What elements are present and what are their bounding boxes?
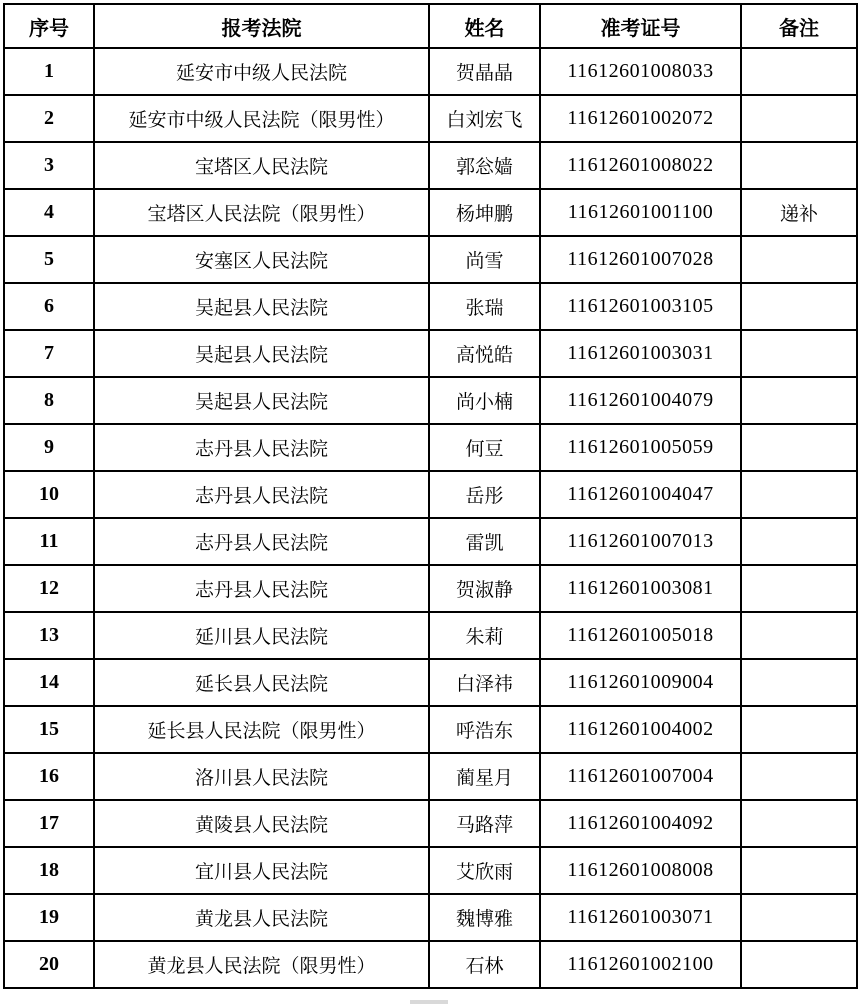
cell-no: 1 <box>4 48 94 95</box>
cell-ticket: 11612601002072 <box>540 95 741 142</box>
horizontal-scrollbar-thumb[interactable] <box>410 1000 448 1004</box>
header-cell-court: 报考法院 <box>94 4 429 48</box>
cell-note <box>741 753 857 800</box>
cell-ticket: 11612601004092 <box>540 800 741 847</box>
cell-name: 呼浩东 <box>429 706 540 753</box>
cell-no: 3 <box>4 142 94 189</box>
cell-court: 延安市中级人民法院 <box>94 48 429 95</box>
cell-note <box>741 565 857 612</box>
cell-ticket: 11612601007004 <box>540 753 741 800</box>
table-row <box>4 941 857 988</box>
table-row <box>4 612 857 659</box>
table-body <box>4 48 857 988</box>
table-row <box>4 800 857 847</box>
cell-no: 2 <box>4 95 94 142</box>
cell-name: 石林 <box>429 941 540 988</box>
cell-court: 延川县人民法院 <box>94 612 429 659</box>
cell-ticket: 11612601009004 <box>540 659 741 706</box>
cell-name: 贺淑静 <box>429 565 540 612</box>
cell-no: 19 <box>4 894 94 941</box>
table-row <box>4 753 857 800</box>
cell-ticket: 11612601005018 <box>540 612 741 659</box>
cell-court: 宝塔区人民法院 <box>94 142 429 189</box>
cell-court: 洛川县人民法院 <box>94 753 429 800</box>
cell-ticket: 11612601007028 <box>540 236 741 283</box>
header-cell-no: 序号 <box>4 4 94 48</box>
cell-no: 18 <box>4 847 94 894</box>
cell-ticket: 11612601007013 <box>540 518 741 565</box>
cell-no: 15 <box>4 706 94 753</box>
cell-note <box>741 95 857 142</box>
cell-court: 宜川县人民法院 <box>94 847 429 894</box>
table-row <box>4 377 857 424</box>
cell-note <box>741 612 857 659</box>
cell-name: 白泽祎 <box>429 659 540 706</box>
cell-name: 雷凯 <box>429 518 540 565</box>
cell-name: 尚雪 <box>429 236 540 283</box>
cell-no: 10 <box>4 471 94 518</box>
cell-note <box>741 48 857 95</box>
cell-court: 志丹县人民法院 <box>94 471 429 518</box>
cell-ticket: 11612601002100 <box>540 941 741 988</box>
cell-court: 吴起县人民法院 <box>94 377 429 424</box>
cell-name: 马路萍 <box>429 800 540 847</box>
cell-note <box>741 518 857 565</box>
cell-court: 安塞区人民法院 <box>94 236 429 283</box>
cell-name: 白刘宏飞 <box>429 95 540 142</box>
cell-name: 郭忩嫱 <box>429 142 540 189</box>
cell-note <box>741 424 857 471</box>
table-row <box>4 471 857 518</box>
cell-name: 何豆 <box>429 424 540 471</box>
cell-name: 艾欣雨 <box>429 847 540 894</box>
table-row <box>4 283 857 330</box>
cell-court: 黄龙县人民法院 <box>94 894 429 941</box>
cell-ticket: 11612601003105 <box>540 283 741 330</box>
cell-note <box>741 706 857 753</box>
cell-note <box>741 800 857 847</box>
cell-note <box>741 847 857 894</box>
cell-no: 7 <box>4 330 94 377</box>
table-row <box>4 565 857 612</box>
table-row <box>4 189 857 236</box>
cell-ticket: 11612601004079 <box>540 377 741 424</box>
header-cell-ticket: 准考证号 <box>540 4 741 48</box>
table-row <box>4 142 857 189</box>
cell-no: 9 <box>4 424 94 471</box>
table-row <box>4 847 857 894</box>
cell-note <box>741 142 857 189</box>
table-row <box>4 659 857 706</box>
table-row <box>4 330 857 377</box>
cell-no: 6 <box>4 283 94 330</box>
cell-note <box>741 236 857 283</box>
cell-court: 吴起县人民法院 <box>94 330 429 377</box>
cell-ticket: 11612601001100 <box>540 189 741 236</box>
cell-no: 12 <box>4 565 94 612</box>
table-row <box>4 48 857 95</box>
cell-court: 吴起县人民法院 <box>94 283 429 330</box>
cell-note: 递补 <box>741 189 857 236</box>
cell-name: 杨坤鹏 <box>429 189 540 236</box>
header-cell-name: 姓名 <box>429 4 540 48</box>
header-row <box>4 4 857 48</box>
cell-court: 宝塔区人民法院（限男性） <box>94 189 429 236</box>
cell-court: 延长县人民法院 <box>94 659 429 706</box>
cell-ticket: 11612601008008 <box>540 847 741 894</box>
cell-ticket: 11612601003071 <box>540 894 741 941</box>
cell-no: 20 <box>4 941 94 988</box>
cell-note <box>741 471 857 518</box>
cell-court: 延长县人民法院（限男性） <box>94 706 429 753</box>
cell-no: 8 <box>4 377 94 424</box>
cell-name: 尚小楠 <box>429 377 540 424</box>
table-row <box>4 424 857 471</box>
cell-no: 14 <box>4 659 94 706</box>
cell-name: 岳彤 <box>429 471 540 518</box>
cell-name: 蔺星月 <box>429 753 540 800</box>
cell-note <box>741 894 857 941</box>
cell-court: 志丹县人民法院 <box>94 424 429 471</box>
cell-name: 贺晶晶 <box>429 48 540 95</box>
cell-note <box>741 377 857 424</box>
cell-ticket: 11612601004047 <box>540 471 741 518</box>
table-row <box>4 518 857 565</box>
cell-name: 魏博雅 <box>429 894 540 941</box>
cell-ticket: 11612601004002 <box>540 706 741 753</box>
cell-note <box>741 659 857 706</box>
cell-name: 朱莉 <box>429 612 540 659</box>
cell-no: 16 <box>4 753 94 800</box>
header-cell-note: 备注 <box>741 4 857 48</box>
cell-ticket: 11612601003031 <box>540 330 741 377</box>
cell-ticket: 11612601008033 <box>540 48 741 95</box>
cell-no: 4 <box>4 189 94 236</box>
cell-court: 延安市中级人民法院（限男性） <box>94 95 429 142</box>
cell-no: 13 <box>4 612 94 659</box>
table-row <box>4 894 857 941</box>
cell-no: 5 <box>4 236 94 283</box>
table-row <box>4 706 857 753</box>
cell-note <box>741 330 857 377</box>
cell-court: 志丹县人民法院 <box>94 518 429 565</box>
candidates-table <box>3 3 858 989</box>
cell-court: 黄陵县人民法院 <box>94 800 429 847</box>
cell-name: 高悦皓 <box>429 330 540 377</box>
cell-note <box>741 283 857 330</box>
cell-ticket: 11612601008022 <box>540 142 741 189</box>
table-row <box>4 236 857 283</box>
cell-name: 张瑞 <box>429 283 540 330</box>
cell-no: 11 <box>4 518 94 565</box>
table-row <box>4 95 857 142</box>
cell-ticket: 11612601005059 <box>540 424 741 471</box>
cell-note <box>741 941 857 988</box>
cell-ticket: 11612601003081 <box>540 565 741 612</box>
cell-no: 17 <box>4 800 94 847</box>
cell-court: 志丹县人民法院 <box>94 565 429 612</box>
cell-court: 黄龙县人民法院（限男性） <box>94 941 429 988</box>
